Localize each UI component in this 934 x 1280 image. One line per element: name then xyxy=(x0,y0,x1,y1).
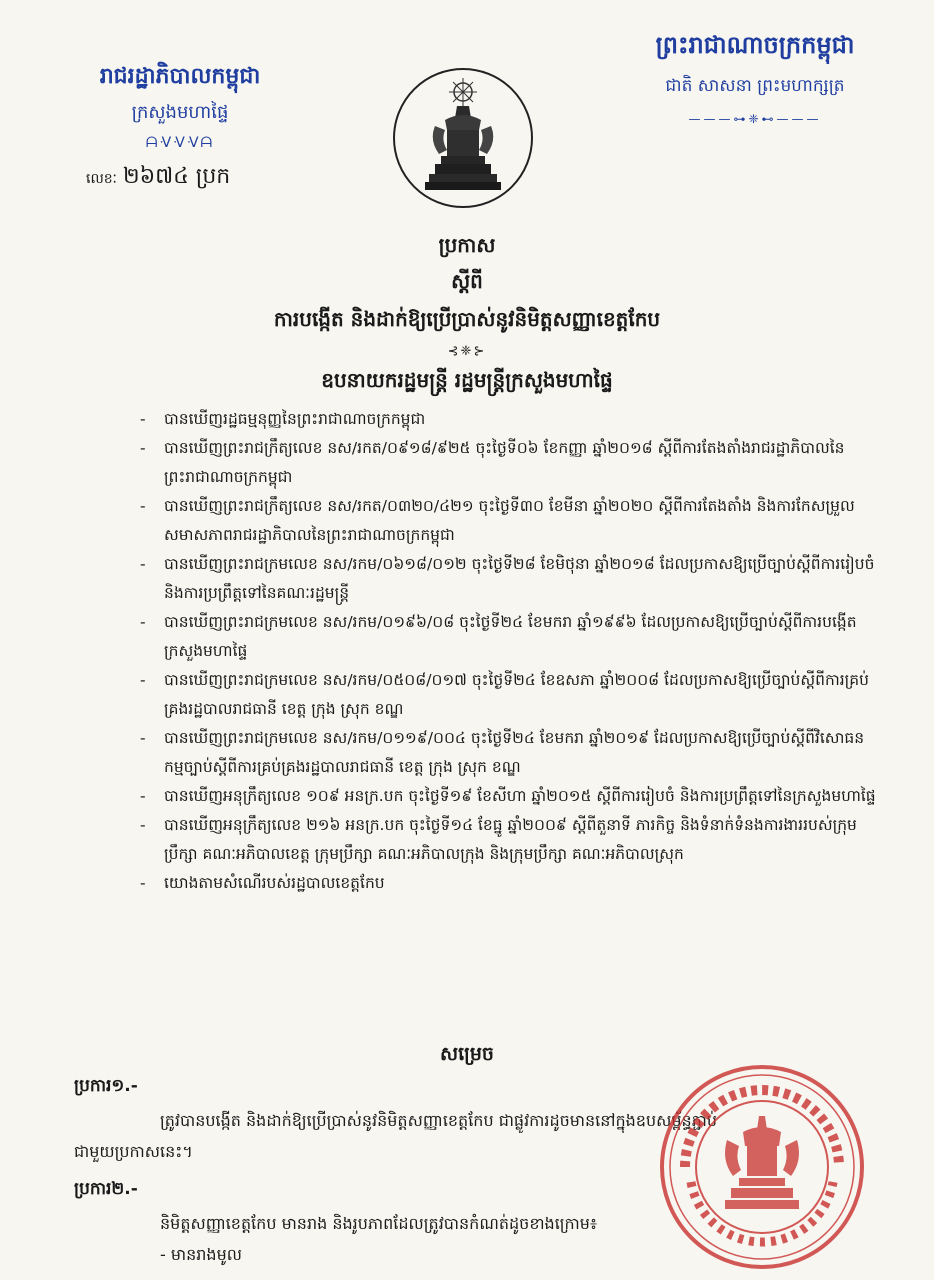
kingdom-header xyxy=(600,30,910,126)
clause-text: បានឃើញព្រះរាជក្រឹត្យលេខ នស/រកត/០៩១៨/៩២៥ ចុះថ្ងៃទី០៦ ខែកញ្ញា ឆ្នាំ២០១៨ ស្តីពីការតែងតាំងរាជរដ្ឋាភិបាលនៃព្រះរាជាណាចក្រកម្ពុជា xyxy=(164,439,845,486)
reference-number xyxy=(86,162,230,194)
decision-heading: សម្រេច xyxy=(440,1043,494,1065)
list-item: - បានឃើញព្រះរាជក្រមលេខ នស/រកម/០៦១៨/០១២ ចុះថ្ងៃទី២៨ ខែមិថុនា ឆ្នាំ២០១៨ ដែលប្រកាសឱ្យប្រើច្បាប់ស្តីពីការរៀបចំ និងការប្រព្រឹត្តទៅនៃគណៈរដ្ឋមន្ត្រី xyxy=(140,550,880,608)
list-item: - បានឃើញព្រះរាជក្រឹត្យលេខ នស/រកត/០៣២០/៤២១ ចុះថ្ងៃទី៣០ ខែមីនា ឆ្នាំ២០២០ ស្តីពីការតែងតាំង និងការកែសម្រួលសមាសភាពរាជរដ្ឋាភិបាលនៃព្រះរាជាណាចក្រកម្ពុជា xyxy=(140,492,880,550)
motto-ornament: ———⊶❈⊷——— xyxy=(688,112,822,126)
reference-value: ២៦៧៤ ប្រក xyxy=(122,164,231,189)
clause-text: យោងតាមសំណើរបស់រដ្ឋបាលខេត្តកែប xyxy=(164,874,385,892)
list-item: - បានឃើញរដ្ឋធម្មនុញ្ញនៃព្រះរាជាណាចក្រកម្ពុជា xyxy=(140,405,880,434)
list-item: - បានឃើញព្រះរាជក្រមលេខ នស/រកម/០៥០៨/០១៧ ចុះថ្ងៃទី២៤ ខែឧសភា ឆ្នាំ២០០៨ ដែលប្រកាសឱ្យប្រើច្បាប់ស្តីពីការគ្រប់គ្រងរដ្ឋបាលរាជធានី ខេត្ត ក្រុង ស្រុក ខណ្ឌ xyxy=(140,666,880,724)
article-1-line-1: ត្រូវបានបង្កើត និងដាក់ឱ្យប្រើប្រាស់នូវនិមិត្តសញ្ញាខេត្តកែប ជាផ្លូវការដូចមាននៅក្នុងឧបសម្ព័ន្ធភ្ជាប់ xyxy=(160,1111,718,1130)
list-item: - បានឃើញព្រះរាជក្រមលេខ នស/រកម/០១៩៦/០៨ ចុះថ្ងៃទី២៤ ខែមករា ឆ្នាំ១៩៩៦ ដែលប្រកាសឱ្យប្រើច្បាប់ស្តីពីការបង្កើតក្រសួងមហាផ្ទៃ xyxy=(140,608,880,666)
clause-text: បានឃើញអនុក្រឹត្យលេខ ២១៦ អនក្រ.បក ចុះថ្ងៃទី១៤ ខែធ្នូ ឆ្នាំ២០០៩ ស្តីពីតួនាទី ភារកិច្ច និងទំនាក់ទំនងការងាររបស់ក្រុមប្រឹក្សា គណៈអភិបាលខេត្ត ក្រុមប្រឹក្សា គណៈអភិបាលក្រុង និងក្រុមប្រឹក្សា គណៈអភិបាលស្រុក xyxy=(164,816,857,863)
ministry-name: ក្រសួងមហាផ្ទៃ xyxy=(131,102,229,123)
clause-text: បានឃើញព្រះរាជក្រមលេខ នស/រកម/០១៩៦/០៨ ចុះថ្ងៃទី២៤ ខែមករា ឆ្នាំ១៩៩៦ ដែលប្រកាសឱ្យប្រើច្បាប់ស្តីពីការបង្កើតក្រសួងមហាផ្ទៃ xyxy=(164,613,857,660)
ministry-header xyxy=(40,62,320,151)
issuer-title: ឧបនាយករដ្ឋមន្ត្រី រដ្ឋមន្ត្រីក្រសួងមហាផ្ទៃ xyxy=(321,368,613,392)
clause-text: បានឃើញព្រះរាជក្រមលេខ នស/រកម/០៥០៨/០១៧ ចុះថ្ងៃទី២៤ ខែឧសភា ឆ្នាំ២០០៨ ដែលប្រកាសឱ្យប្រើច្បាប់ស្តីពីការគ្រប់គ្រងរដ្ឋបាលរាជធានី ខេត្ត ក្រុង ស្រុក ខណ្ឌ xyxy=(164,671,869,718)
document-type: ប្រកាស xyxy=(438,233,496,257)
national-motto: ជាតិ សាសនា ព្រះមហាក្សត្រ xyxy=(665,76,845,96)
preamble-clauses xyxy=(140,405,880,898)
clause-text: បានឃើញអនុក្រឹត្យលេខ ១០៩ អនក្រ.បក ចុះថ្ងៃទី១៩ ខែសីហា ឆ្នាំ២០១៥ ស្តីពីការរៀបចំ និងការប្រព្រឹត្តទៅនៃក្រសួងមហាផ្ទៃ xyxy=(164,787,876,805)
royal-arms-emblem-icon xyxy=(393,68,533,208)
article-2-heading: ប្រការ២.- xyxy=(74,1179,138,1199)
official-seal-stamp-icon xyxy=(655,1060,870,1275)
list-item: - បានឃើញព្រះរាជក្រមលេខ នស/រកម/០១១៩/០០៤ ចុះថ្ងៃទី២៤ ខែមករា ឆ្នាំ២០១៩ ដែលប្រកាសឱ្យប្រើច្បាប់ស្តីពីវិសោធនកម្មច្បាប់ស្តីពីការគ្រប់គ្រងរដ្ឋបាលរាជធានី ខេត្ត ក្រុង ស្រុក ខណ្ឌ xyxy=(140,724,880,782)
clause-text: បានឃើញព្រះរាជក្រឹត្យលេខ នស/រកត/០៣២០/៤២១ ចុះថ្ងៃទី៣០ ខែមីនា ឆ្នាំ២០២០ ស្តីពីការតែងតាំង និងការកែសម្រួលសមាសភាពរាជរដ្ឋាភិបាលនៃព្រះរាជាណាចក្រកម្ពុជា xyxy=(164,497,855,544)
about-label: ស្តីពី xyxy=(451,269,483,293)
clause-text: បានឃើញព្រះរាជក្រមលេខ នស/រកម/០១១៩/០០៤ ចុះថ្ងៃទី២៤ ខែមករា ឆ្នាំ២០១៩ ដែលប្រកាសឱ្យប្រើច្បាប់ស្តីពីវិសោធនកម្មច្បាប់ស្តីពីការគ្រប់គ្រងរដ្ឋបាលរាជធានី ខេត្ត ក្រុង ស្រុក ខណ្ឌ xyxy=(164,729,865,776)
header-ornament: ᗩᐺᐺᐺᗩ xyxy=(145,135,215,151)
reference-label: លេខៈ xyxy=(86,171,117,187)
list-item: - បានឃើញអនុក្រឹត្យលេខ ១០៩ អនក្រ.បក ចុះថ្ងៃទី១៩ ខែសីហា ឆ្នាំ២០១៥ ស្តីពីការរៀបចំ និងការប្រព្រឹត្តទៅនៃក្រសួងមហាផ្ទៃ xyxy=(140,782,880,811)
clause-text: បានឃើញរដ្ឋធម្មនុញ្ញនៃព្រះរាជាណាចក្រកម្ពុជា xyxy=(164,410,426,428)
clause-text: បានឃើញព្រះរាជក្រមលេខ នស/រកម/០៦១៨/០១២ ចុះថ្ងៃទី២៨ ខែមិថុនា ឆ្នាំ២០១៨ ដែលប្រកាសឱ្យប្រើច្បាប់ស្តីពីការរៀបចំ និងការប្រព្រឹត្តទៅនៃគណៈរដ្ឋមន្ត្រី xyxy=(164,555,875,602)
title-ornament: ⊰❈⊱ xyxy=(447,344,487,359)
article-2-line-1: និមិត្តសញ្ញាខេត្តកែប មានរាង និងរូបភាពដែលត្រូវបានកំណត់ដូចខាងក្រោម៖ xyxy=(160,1214,597,1233)
document-title-block xyxy=(0,232,934,397)
document-subject: ការបង្កើត និងដាក់ឱ្យប្រើប្រាស់នូវនិមិត្តសញ្ញាខេត្តកែប xyxy=(273,307,661,331)
article-1-line-2: ជាមួយប្រកាសនេះ។ xyxy=(74,1142,193,1161)
list-item: - បានឃើញព្រះរាជក្រឹត្យលេខ នស/រកត/០៩១៨/៩២៥ ចុះថ្ងៃទី០៦ ខែកញ្ញា ឆ្នាំ២០១៨ ស្តីពីការតែងតាំងរាជរដ្ឋាភិបាលនៃព្រះរាជាណាចក្រកម្ពុជា xyxy=(140,434,880,492)
list-item: - យោងតាមសំណើរបស់រដ្ឋបាលខេត្តកែប xyxy=(140,869,880,898)
article-1-heading: ប្រការ១.- xyxy=(74,1076,138,1096)
list-item: - បានឃើញអនុក្រឹត្យលេខ ២១៦ អនក្រ.បក ចុះថ្ងៃទី១៤ ខែធ្នូ ឆ្នាំ២០០៩ ស្តីពីតួនាទី ភារកិច្ច និងទំនាក់ទំនងការងាររបស់ក្រុមប្រឹក្សា គណៈអភិបាលខេត្ត ក្រុមប្រឹក្សា គណៈអភិបាលក្រុង និងក្រុមប្រឹក្សា គណៈអភិបាលស្រុក xyxy=(140,811,880,869)
kingdom-title: ព្រះរាជាណាចក្រកម្ពុជា xyxy=(655,31,855,59)
government-title: រាជរដ្ឋាភិបាលកម្ពុជា xyxy=(99,64,261,89)
article-2-line-2: - មានរាងមូល xyxy=(160,1245,242,1264)
